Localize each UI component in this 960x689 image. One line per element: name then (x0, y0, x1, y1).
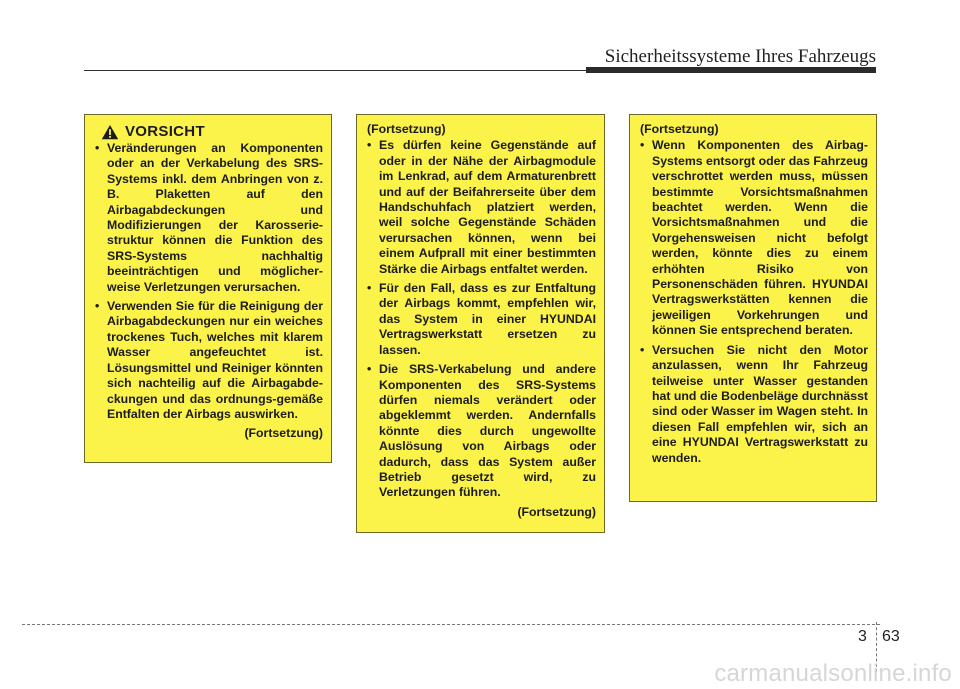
list-item: • Es dürfen keine Gegenstände auf oder in der Nähe der Airbagmodule im Lenkrad, auf dem Armaturenbrett und auf der Beifahrerseite über dem Handschuhfach platziert werden, weil solche Gegenstände Schäden verursachen können, wenn bei einem Aufprall mit einer bestimmten Stärke die Airbags entfaltet werden. (365, 138, 596, 277)
list-item: • Verwenden Sie für die Reinigung der Airbagabdeckungen nur ein weiches trockenes Tuch, welches mit klarem Wasser angefeuchtet ist. Lösungsmittel und Reiniger könnten sich nachteilig auf die Airbagabde-ckungen und das ordnungs-gemäße Entfalten der Airbags auswirken. (93, 299, 323, 422)
continued-label-top: (Fortsetzung) (640, 122, 719, 136)
list-item: • Wenn Komponenten des Airbag-Systems entsorgt oder das Fahrzeug verschrottet werden muss, müssen bestimmte Vorsichtsmaßnahmen beachtet werden. Wenn die Vorsichtsmaßnahmen und die Vorgehensweisen nicht befolgt werden, könnte dies zu einem erhöhten Risiko von Personenschäden führen. HYUNDAI Vertragswerkstätten kennen die jeweiligen Vorkehrungen und können Sie entsprechend beraten. (638, 138, 868, 338)
page-header-title: Sicherheitssysteme Ihres Fahrzeugs (604, 46, 876, 67)
caution-heading (101, 124, 323, 140)
list-item: • Versuchen Sie nicht den Motor anzulassen, wenn Ihr Fahrzeug teilweise unter Wasser gestanden hat und die Bodenbeläge durchnässt sind oder Wasser im Wagen steht. In diesen Fall empfehlen wir, sich an eine HYUNDAI Vertragswerkstatt zu wenden. (638, 343, 868, 466)
list-item: • Veränderungen an Komponenten oder an der Verkabelung des SRS-Systems inkl. dem Anbringen von z. B. Plaketten auf den Airbagabdeckungen und Modifizierungen der Karosserie-struktur können die Funktion des SRS-Systems nachhaltig beeinträchtigen und möglicher-weise Verletzungen verursachen. (93, 141, 323, 295)
footer-divider (22, 624, 880, 625)
caution-box-1 (84, 114, 332, 463)
caution-box-2 (356, 114, 605, 533)
caution-list (638, 138, 868, 466)
continued-label: (Fortsetzung) (517, 504, 596, 519)
list-item: • Die SRS-Verkabelung und andere Komponenten des SRS-Systems dürfen niemals verändert oder abgeklemmt werden. Andernfalls könnte dies durch ungewollte Auslösung von Airbags oder dadurch, dass das System außer Betrieb gesetzt wird, zu Verletzungen führen. (365, 362, 596, 501)
caution-title: VORSICHT (125, 123, 205, 141)
continued-label: (Fortsetzung) (244, 426, 323, 441)
page-number: 63 (882, 628, 900, 645)
chapter-number: 3 (858, 628, 867, 645)
watermark: carmanualsonline.info (714, 660, 952, 687)
caution-list (365, 138, 596, 500)
warning-triangle-icon (101, 124, 119, 140)
continued-label-top: (Fortsetzung) (367, 122, 446, 136)
header-divider-bar (586, 67, 876, 73)
caution-list (93, 141, 323, 422)
list-item: • Für den Fall, dass es zur Entfaltung der Airbags kommt, empfehlen wir, das System in einer HYUNDAI Vertragswerkstatt ersetzen zu lassen. (365, 281, 596, 358)
caution-box-3 (629, 114, 877, 502)
